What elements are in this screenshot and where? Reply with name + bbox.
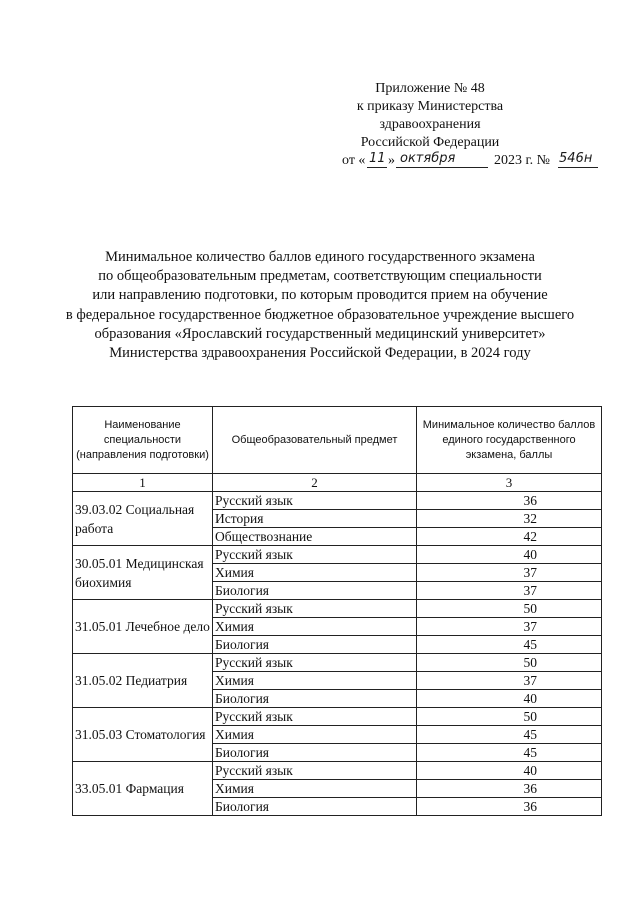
specialty-cell: 30.05.01 Медицинская биохимия bbox=[73, 546, 213, 600]
table-row bbox=[73, 654, 602, 672]
score-cell: 37 bbox=[417, 672, 602, 690]
subject-cell: Биология bbox=[213, 690, 417, 708]
header-min-score: Минимальное количество баллов единого государственного экзамена, баллы bbox=[417, 407, 602, 474]
subject-cell: Биология bbox=[213, 798, 417, 816]
score-cell: 40 bbox=[417, 690, 602, 708]
score-cell: 40 bbox=[417, 546, 602, 564]
score-cell: 37 bbox=[417, 582, 602, 600]
scores-table-wrapper bbox=[72, 406, 602, 816]
subject-cell: Химия bbox=[213, 564, 417, 582]
header-subject: Общеобразовательный предмет bbox=[213, 407, 417, 474]
title-line: в федеральное государственное бюджетное образовательное учреждение высшего bbox=[65, 306, 575, 323]
appendix-order-ref: к приказу Министерства bbox=[356, 99, 504, 114]
appendix-federation: Российской Федерации bbox=[360, 135, 500, 150]
handwritten-day: 11 bbox=[369, 151, 386, 166]
specialty-cell: 33.05.01 Фармация bbox=[73, 762, 213, 816]
order-date-line bbox=[300, 152, 600, 170]
specialty-cell: 31.05.02 Педиатрия bbox=[73, 654, 213, 708]
score-cell: 37 bbox=[417, 564, 602, 582]
subject-cell: Химия bbox=[213, 672, 417, 690]
score-cell: 40 bbox=[417, 762, 602, 780]
table-row bbox=[73, 708, 602, 726]
appendix-block bbox=[300, 80, 600, 170]
score-cell: 36 bbox=[417, 798, 602, 816]
scores-table bbox=[72, 406, 602, 816]
subject-cell: Химия bbox=[213, 780, 417, 798]
document-title bbox=[40, 248, 600, 363]
subject-cell: Русский язык bbox=[213, 708, 417, 726]
subject-cell: Русский язык bbox=[213, 654, 417, 672]
subject-cell: Русский язык bbox=[213, 546, 417, 564]
subject-cell: Русский язык bbox=[213, 762, 417, 780]
subject-cell: Биология bbox=[213, 582, 417, 600]
handwritten-order-number: 546н bbox=[559, 151, 593, 166]
subject-cell: Биология bbox=[213, 744, 417, 762]
title-line: по общеобразовательным предметам, соответствующим специальности bbox=[98, 268, 542, 285]
header-specialty: Наименование специальности (направления подготовки) bbox=[73, 407, 213, 474]
appendix-number: Приложение № 48 bbox=[375, 81, 485, 96]
score-cell: 50 bbox=[417, 708, 602, 726]
score-cell: 36 bbox=[417, 780, 602, 798]
handwritten-month: октября bbox=[400, 151, 456, 166]
score-cell: 50 bbox=[417, 600, 602, 618]
subject-cell: История bbox=[213, 510, 417, 528]
column-number: 1 bbox=[73, 474, 213, 492]
score-cell: 45 bbox=[417, 726, 602, 744]
title-line: образования «Ярославский государственный медицинский университет» bbox=[94, 325, 546, 342]
table-row bbox=[73, 762, 602, 780]
score-cell: 50 bbox=[417, 654, 602, 672]
table-row bbox=[73, 600, 602, 618]
score-cell: 37 bbox=[417, 618, 602, 636]
score-cell: 45 bbox=[417, 744, 602, 762]
table-header-row bbox=[73, 407, 602, 474]
score-cell: 45 bbox=[417, 636, 602, 654]
title-line: Минимальное количество баллов единого государственного экзамена bbox=[105, 249, 535, 265]
date-year: 2023 г. № bbox=[494, 153, 551, 168]
specialty-cell: 31.05.01 Лечебное дело bbox=[73, 600, 213, 654]
subject-cell: Химия bbox=[213, 726, 417, 744]
specialty-cell: 39.03.02 Социальная работа bbox=[73, 492, 213, 546]
subject-cell: Химия bbox=[213, 618, 417, 636]
column-number: 3 bbox=[417, 474, 602, 492]
subject-cell: Обществознание bbox=[213, 528, 417, 546]
date-prefix: от « bbox=[342, 153, 366, 168]
title-line: Министерства здравоохранения Российской Федерации, в 2024 году bbox=[109, 345, 531, 362]
table-row bbox=[73, 492, 602, 510]
specialty-cell: 31.05.03 Стоматология bbox=[73, 708, 213, 762]
subject-cell: Русский язык bbox=[213, 492, 417, 510]
score-cell: 32 bbox=[417, 510, 602, 528]
title-line: или направлению подготовки, по которым проводится прием на обучение bbox=[92, 287, 548, 304]
subject-cell: Биология bbox=[213, 636, 417, 654]
column-number-row bbox=[73, 474, 602, 492]
date-quote-close: » bbox=[388, 153, 395, 168]
table-row bbox=[73, 546, 602, 564]
column-number: 2 bbox=[213, 474, 417, 492]
score-cell: 36 bbox=[417, 492, 602, 510]
score-cell: 42 bbox=[417, 528, 602, 546]
subject-cell: Русский язык bbox=[213, 600, 417, 618]
appendix-ministry: здравоохранения bbox=[379, 117, 481, 132]
